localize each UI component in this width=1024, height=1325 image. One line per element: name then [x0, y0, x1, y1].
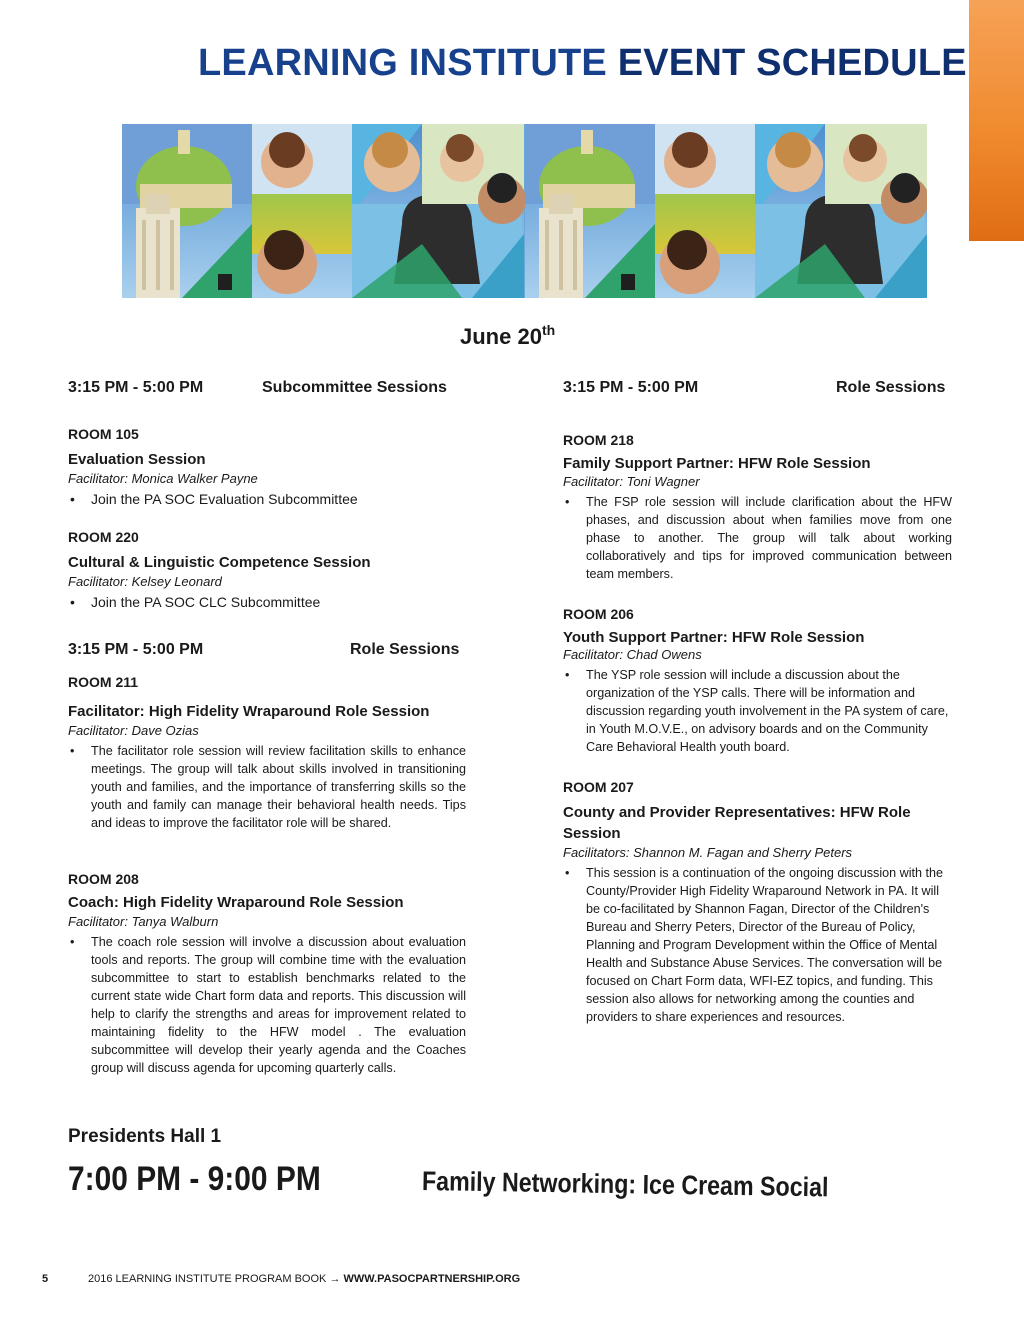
evening-event: Family Networking: Ice Cream Social: [421, 1166, 829, 1203]
session-room-220: [68, 529, 468, 612]
session-bullet: • Join the PA SOC CLC Subcommittee: [68, 593, 468, 612]
session-bullet: • The facilitator role session will review facilitation skills to enhance meetings. The group will talk about skills involved in transitioning youth and families, and the importance of transferring skills so the youth and family can manage their behavioral health needs. Tips and ideas to improve the facilitator role will be shared.: [68, 742, 466, 832]
page-title: [198, 42, 967, 85]
footer-website-link[interactable]: WWW.PASOCPARTNERSHIP.ORG: [343, 1273, 521, 1285]
room-label: ROOM 207: [563, 779, 634, 795]
session-room-211: [68, 674, 466, 832]
left-section2-time: 3:15 PM - 5:00 PM: [68, 641, 204, 658]
session-facilitator: Facilitator: Chad Owens: [563, 647, 702, 662]
session-bullet: • This session is a continuation of the ongoing discussion with the County/Provider High Fidelity Wraparound Network in PA. It will be co-facilitated by Shannon Fagan, Director of the Children's Bureau and Sherry Peters, Director of the Bureau of Policy, Planning and Program Development within the Office of Mental Health and Substance Abuse Services. The conversation will be focused on Chart Form data, WFI-EZ topics, and funding. This session also allows for networking among the counties and providers to share experiences and resources.: [563, 864, 952, 1026]
arrow-right-icon: →: [329, 1273, 341, 1285]
session-title: County and Provider Representatives: HFW Role Session: [563, 804, 911, 842]
right-section-time: 3:15 PM - 5:00 PM: [563, 379, 699, 396]
right-section-label: Role Sessions: [836, 379, 946, 396]
title-light: LEARNING INSTITUTE: [198, 42, 607, 84]
session-facilitator: Facilitator: Tanya Walburn: [68, 914, 219, 929]
session-title: Facilitator: High Fidelity Wraparound Role Session: [68, 703, 430, 720]
page-number: 5: [42, 1273, 49, 1285]
right-section-label-wrap: [836, 379, 945, 397]
session-room-105: [68, 426, 468, 509]
room-label: ROOM 211: [68, 674, 139, 690]
left-section2-header: [68, 641, 203, 659]
evening-time: 7:00 PM - 9:00 PM: [68, 1160, 321, 1198]
session-bullet: • The FSP role session will include clarification about the HFW phases, and discussion about when families move from one phase to another. The group will talk about working collaboratively and tips for improved communication between team members.: [563, 493, 952, 583]
banner-collage: [122, 124, 927, 298]
left-section1-header: [68, 379, 203, 397]
session-bullet: • The coach role session will involve a discussion about evaluation tools and reports. The group will combine time with the evaluation subcommittee to start to establish benchmarks related to the current state wide Chart form data and reports. This discussion will help to clarify the strengths and areas for improvement related to maintaining fidelity to the HFW model . The evaluation subcommittee will develop their yearly agenda and the Coaches group will discuss agenda for upcoming quarterly calls.: [68, 933, 466, 1077]
left-section1-label: Subcommittee Sessions: [262, 379, 447, 396]
left-section2-label-wrap: [350, 641, 459, 659]
session-room-208: [68, 871, 466, 1077]
session-title: Family Support Partner: HFW Role Session: [563, 455, 871, 472]
collage-image: [122, 124, 927, 298]
room-label: ROOM 220: [68, 529, 139, 545]
session-title: Cultural & Linguistic Competence Session: [68, 554, 371, 571]
session-bullet: • Join the PA SOC Evaluation Subcommittee: [68, 490, 468, 509]
session-title: Youth Support Partner: HFW Role Session: [563, 629, 865, 646]
date-day: June 20: [460, 324, 542, 349]
date-heading: [460, 322, 555, 350]
room-label: ROOM 208: [68, 871, 139, 887]
session-facilitator: Facilitator: Monica Walker Payne: [68, 471, 258, 486]
session-title: Evaluation Session: [68, 451, 206, 468]
left-section1-time: 3:15 PM - 5:00 PM: [68, 379, 204, 396]
room-label: ROOM 206: [563, 606, 634, 622]
footer-text: [88, 1273, 520, 1285]
evening-location: Presidents Hall 1: [68, 1126, 222, 1147]
session-facilitator: Facilitator: Dave Ozias: [68, 723, 199, 738]
session-title: Coach: High Fidelity Wraparound Role Session: [68, 894, 404, 911]
session-bullet: • The YSP role session will include a discussion about the organization of the YSP calls. There will be information and discussion regarding youth involvement in the PA system of care, in Youth M.O.V.E., on advisory boards and on the Community Care Behavioral Health youth board.: [563, 666, 952, 756]
session-facilitator: Facilitator: Toni Wagner: [563, 474, 700, 489]
footer-program-book: 2016 LEARNING INSTITUTE PROGRAM BOOK: [88, 1273, 327, 1285]
room-label: ROOM 105: [68, 426, 139, 442]
right-section-header: [563, 379, 698, 397]
session-room-207: [563, 779, 952, 1026]
orange-side-tab: [969, 0, 1024, 241]
session-facilitator: Facilitators: Shannon M. Fagan and Sherry Peters: [563, 845, 853, 860]
title-bold: EVENT SCHEDULE: [617, 42, 967, 84]
date-suffix: th: [541, 322, 556, 338]
left-section1-label-wrap: [262, 379, 447, 397]
room-label: ROOM 218: [563, 432, 634, 448]
session-room-206: [563, 606, 952, 756]
left-section2-label: Role Sessions: [350, 641, 460, 658]
session-room-218: [563, 432, 952, 583]
session-facilitator: Facilitator: Kelsey Leonard: [68, 574, 222, 589]
